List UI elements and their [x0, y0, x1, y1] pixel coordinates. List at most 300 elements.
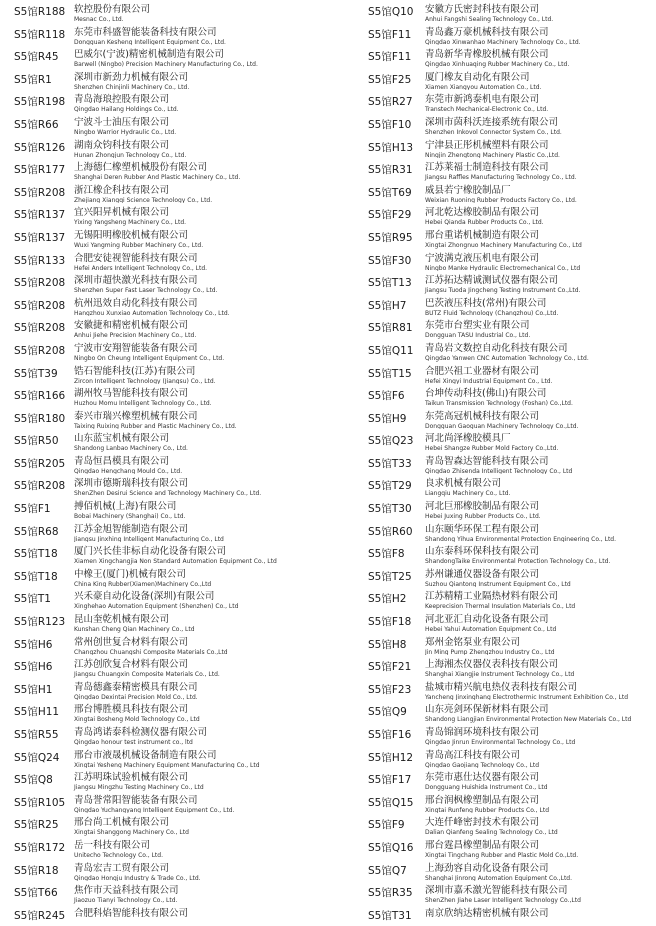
booth-number: S5馆R137: [14, 209, 66, 222]
booth-number: S5馆F30: [368, 254, 412, 267]
booth-number: S5馆R133: [14, 254, 66, 267]
booth-number: S5馆Q16: [368, 841, 414, 854]
booth-number: S5馆H7: [368, 299, 407, 312]
booth-number: S5馆Q23: [368, 435, 414, 448]
booth-number: S5馆H2: [368, 593, 407, 606]
company-name-english: Jiangsu Chuangxin Composite Materials Co., Ltd.: [74, 671, 220, 678]
company-name-chinese: 浙江橡企科技有限公司: [74, 184, 170, 196]
company-name-chinese: 东莞高冠机械科技有限公司: [425, 410, 540, 422]
company-name-chinese: 厦门兴长佳非标自动化设备有限公司: [74, 546, 227, 558]
booth-number: S5馆R66: [14, 118, 59, 131]
company-name-english: Ningbo Warrior Hydraulic Co., Ltd.: [74, 128, 177, 136]
booth-number: S5馆T18: [14, 548, 58, 561]
booth-number: S5馆F8: [368, 548, 405, 561]
booth-number: S5馆R25: [14, 819, 59, 832]
booth-number: S5馆Q11: [368, 344, 414, 357]
company-name-chinese: 河北亚汇自动化设备有限公司: [425, 614, 549, 626]
company-name-chinese: 搏佰机械(上海)有限公司: [74, 501, 177, 513]
company-name-english: Anhui Fangshi Sealing Technology Co., Ltd.: [425, 16, 554, 23]
company-name-chinese: 深圳市新劲力机械有限公司: [74, 71, 189, 83]
company-name-chinese: 河北乾达橡胶制品有限公司: [425, 207, 540, 219]
booth-number: S5馆T18: [14, 570, 58, 583]
exhibitor-entry: [14, 203, 339, 226]
booth-number: S5馆R27: [368, 96, 413, 109]
booth-number: S5馆F9: [368, 819, 405, 832]
exhibitor-entry: [368, 362, 654, 385]
booth-number: S5馆R180: [14, 412, 66, 425]
booth-number: S5馆R35: [368, 887, 413, 900]
booth-number: S5馆H13: [368, 141, 414, 154]
company-name-chinese: 东莞市惠仕达仪器有限公司: [425, 772, 540, 784]
exhibitor-entry: [368, 813, 654, 836]
company-name-chinese: 合肥兴祖工业器材有限公司: [425, 365, 540, 377]
company-name-english: Jiangsu Tuoda Jingcheng Testing Instrument Co.,Ltd.: [425, 287, 581, 294]
company-name-chinese: 江苏创欣复合材料有限公司: [74, 659, 189, 671]
company-name-chinese: 青岛岩文数控自动化科技有限公司: [425, 342, 568, 354]
company-name-english: Changzhou Chuangshi Composite Materials Co.,Ltd: [74, 648, 228, 656]
company-name-english: Xingtai Bosheng Mold Technology Co., Ltd: [74, 716, 200, 723]
booth-number: S5馆F18: [368, 616, 412, 629]
exhibitor-entry: [14, 316, 339, 339]
booth-number: S5馆T30: [368, 503, 412, 516]
exhibitor-entry: [368, 384, 654, 407]
company-name-english: Shenzhen Chinjinli Machinery Co., Ltd.: [74, 83, 190, 91]
booth-number: S5馆Q8: [14, 774, 53, 787]
company-name-chinese: 河北巨邢橡胶制品有限公司: [425, 501, 540, 513]
company-name-chinese: 杭州迅效自动化科技有限公司: [74, 297, 198, 309]
company-name-chinese: 泰兴市瑞兴橡塑机械有限公司: [74, 410, 198, 422]
exhibitor-entry: [368, 859, 654, 882]
company-name-english: Suzhou Qiantong Instrument Equipment Co., Ltd: [425, 580, 571, 588]
booth-number: S5馆T13: [368, 277, 412, 290]
company-name-chinese: 江苏明珠试验机械有限公司: [74, 772, 189, 784]
company-name-english: Shanghai Xiangjie Instrument Technology Co., Ltd: [425, 671, 575, 678]
company-name-english: Hebei Yahui Automation Equipment Co., Ltd: [425, 626, 557, 633]
booth-number: S5馆F25: [368, 73, 412, 86]
company-name-chinese: 深圳市超快激光科技有限公司: [74, 275, 198, 287]
company-name-chinese: 宁波满克液压机电有限公司: [425, 252, 540, 264]
company-name-english: Unitecho Technology Co., Ltd.: [74, 851, 163, 859]
company-name-english: Hebei Shangze Rubber Mold Factory Co.,Ltd.: [425, 445, 559, 452]
exhibitor-entry: [368, 836, 654, 859]
company-name-english: Qingdao Zhisenda Intelligent Technology Co., Ltd: [425, 467, 573, 475]
company-name-chinese: 苏州谦通仪器设备有限公司: [425, 568, 540, 580]
exhibitor-entry: [14, 181, 339, 204]
exhibitor-entry: [14, 859, 339, 882]
company-name-chinese: 邢台润枫橡塑制品有限公司: [425, 794, 540, 806]
company-name-chinese: 上海劲容自动化设备有限公司: [425, 862, 549, 874]
exhibitor-entry: [14, 700, 339, 723]
company-name-english: Xingtai Yesheng Machinery Equipment Manufacturing Co., Ltd: [74, 761, 260, 769]
company-name-chinese: 邢台重诺机械制造有限公司: [425, 229, 540, 241]
exhibitor-entry: [368, 881, 654, 904]
exhibitor-entry: [368, 203, 654, 226]
exhibitor-entry: [368, 655, 654, 678]
exhibitor-entry: [368, 0, 654, 23]
company-name-chinese: 上海湘杰仪器仪表科技有限公司: [425, 659, 559, 671]
company-name-english: Jin Ming Pump Zhengzhou Industry Co., Ltd: [425, 648, 555, 656]
company-name-chinese: 东莞市科盛智能装备科技有限公司: [74, 26, 217, 38]
company-name-english: Hebei Juxing Rubber Products Co., Ltd.: [425, 513, 541, 520]
company-name-english: Dongguan Kesheng Intelligent Equipment Co., Ltd.: [74, 38, 226, 46]
company-name-chinese: 宁波市安翔智能装备有限公司: [74, 342, 198, 354]
exhibitor-entry: [14, 23, 339, 46]
exhibitor-entry: [14, 904, 339, 926]
company-name-chinese: 青岛誉常阳智能装备有限公司: [74, 794, 198, 806]
company-name-chinese: 深圳市茵科沃连接系统有限公司: [425, 116, 559, 128]
exhibitor-entry: [368, 113, 654, 136]
company-name-chinese: 邢台博胜模具科技有限公司: [74, 704, 189, 716]
exhibitor-entry: [14, 407, 339, 430]
company-name-chinese: 台坤传动科技(佛山)有限公司: [425, 388, 547, 400]
exhibitor-entry: [368, 904, 654, 926]
company-name-chinese: 中橡王(厦门)机械有限公司: [74, 568, 186, 580]
company-name-english: Barwell (Ningbo) Precision Machinery Manufacturing Co., Ltd.: [74, 61, 258, 68]
company-name-english: ShenZhen Desirui Science and Technology Machinery Co., Ltd.: [74, 490, 262, 498]
company-name-english: Xingtai Runfeng Rubber Products Co., Ltd: [425, 806, 549, 814]
exhibitor-entry: [14, 791, 339, 814]
company-name-english: Shanghai Jinrong Automation Equipment Co.,Ltd.: [425, 874, 573, 882]
exhibitor-entry: [14, 384, 339, 407]
company-name-chinese: 青岛恒昌模具有限公司: [74, 455, 170, 467]
company-name-english: Yixing Yangsheng Machinery Co., Ltd.: [74, 219, 187, 226]
company-name-chinese: 岳一科技有限公司: [74, 839, 151, 851]
company-name-chinese: 大连仟峰密封技术有限公司: [425, 817, 540, 829]
company-name-english: ShenZhen Jiahe Laser Intelligent Technology Co.,Ltd: [425, 897, 581, 904]
company-name-chinese: 盐城市精兴航电热仪表科技有限公司: [425, 681, 578, 693]
exhibitor-entry: [368, 700, 654, 723]
exhibitor-entry: [368, 791, 654, 814]
booth-number: S5馆H1: [14, 683, 53, 696]
company-name-english: Qingdao Gaojiang Technology Co., Ltd: [425, 761, 540, 769]
company-name-english: Hunan Zhongjun Technology Co., Ltd.: [74, 151, 187, 159]
booth-number: S5馆R55: [14, 729, 59, 741]
company-name-chinese: 青岛海琅控股有限公司: [74, 94, 170, 106]
booth-number: S5馆R126: [14, 141, 66, 154]
company-name-english: China King Rubber(Xiamen)Machinery Co.,Ltd: [74, 580, 212, 588]
exhibitor-entry: [14, 474, 339, 497]
company-name-chinese: 山东颐华环保工程有限公司: [425, 523, 540, 535]
booth-number: S5馆T15: [368, 367, 412, 380]
exhibitor-entry: [14, 836, 339, 859]
booth-number: S5馆F21: [368, 661, 412, 674]
booth-number: S5馆H9: [368, 412, 407, 425]
company-name-english: Liangqiu Machinery Co., Ltd.: [425, 490, 511, 498]
exhibitor-entry: [14, 226, 339, 249]
company-name-chinese: 山东亮剑环保新材料有限公司: [425, 704, 549, 716]
company-name-english: Keeprecision Thermal Insulation Materials Co., Ltd: [425, 603, 576, 611]
booth-number: S5馆R105: [14, 796, 66, 809]
booth-number: S5馆H12: [368, 751, 414, 764]
company-name-english: Xinghehao Automation Equipment (Shenzhen) Co., Ltd: [74, 603, 239, 611]
exhibitor-entry: [368, 542, 654, 565]
exhibitor-entry: [14, 362, 339, 385]
company-name-english: Dalian Qianfeng Sealing Technology Co., Ltd: [425, 829, 558, 836]
exhibitor-entry: [368, 181, 654, 204]
exhibitor-entry: [368, 429, 654, 452]
company-name-chinese: 宁津县正彤机械塑料有限公司: [425, 139, 549, 151]
company-name-english: Shandong Liangjian Environmental Protection New Materials Co., Ltd: [425, 716, 632, 723]
company-name-chinese: 江苏莱福士制造科技有限公司: [425, 162, 549, 174]
company-name-english: Shenzhen Super Fast Laser Technology Co., Ltd.: [74, 287, 218, 294]
exhibitor-entry: [14, 113, 339, 136]
exhibitor-entry: [14, 45, 339, 68]
company-name-english: Taixing Ruixing Rubber and Plastic Machinery Co., Ltd.: [74, 422, 237, 430]
company-name-chinese: 深圳市嘉禾激光智能科技有限公司: [425, 885, 568, 897]
exhibitor-entry: [14, 610, 339, 633]
exhibitor-entry: [368, 746, 654, 769]
exhibitor-entry: [368, 633, 654, 656]
booth-number: S5馆F11: [368, 51, 412, 64]
exhibitor-entry: [368, 23, 654, 46]
company-name-chinese: 常州创世复合材料有限公司: [74, 636, 189, 648]
exhibitor-entry: [14, 452, 339, 475]
company-name-english: Qingdao Jinrun Environmental Technology Co., Ltd: [425, 739, 576, 746]
right-column: [368, 0, 654, 926]
company-name-chinese: 邢台霆昌橡塑制品有限公司: [425, 839, 540, 851]
booth-number: S5馆R177: [14, 164, 66, 177]
company-name-chinese: 东莞市新鸿泰机电有限公司: [425, 94, 540, 106]
company-name-chinese: 邢台尚工机械有限公司: [74, 817, 170, 829]
company-name-chinese: 邢台市液晟机械设备制造有限公司: [74, 749, 217, 761]
exhibitor-entry: [368, 565, 654, 588]
company-name-english: Weixian Ruoning Rubber Products Factory Co., Ltd.: [425, 196, 577, 204]
exhibitor-entry: [14, 678, 339, 701]
booth-number: S5馆Q7: [368, 864, 407, 877]
company-name-english: Qingdao Hongju Industry & Trade Co., Ltd.: [74, 874, 201, 882]
booth-number: S5馆R245: [14, 909, 66, 922]
company-name-chinese: 兴禾豪自动化设备(深圳)有限公司: [74, 591, 215, 603]
exhibitor-entry: [368, 136, 654, 159]
exhibitor-entry: [14, 655, 339, 678]
company-name-english: Hebei Qianda Rubber Products Co., Ltd.: [425, 219, 544, 226]
booth-number: S5馆R123: [14, 616, 66, 629]
company-name-english: Qingdao Hengchang Mould Co., Ltd.: [74, 467, 183, 475]
company-name-chinese: 青岛德鑫泰精密模具有限公司: [74, 681, 198, 693]
booth-number: S5馆F17: [368, 774, 412, 787]
company-name-chinese: 江苏精精工业隔热材料有限公司: [425, 591, 559, 603]
company-name-english: Xingtai Shanggong Machinery Co., Ltd: [74, 829, 189, 836]
booth-number: S5馆R208: [14, 186, 66, 199]
company-name-chinese: 安徽方氏密封科技有限公司: [425, 4, 540, 15]
exhibitor-entry: [14, 497, 339, 520]
exhibitor-entry: [14, 746, 339, 769]
company-name-english: Dongguang Huishida Instrument Co., Ltd: [425, 784, 548, 791]
company-name-chinese: 昆山奎乾机械有限公司: [74, 614, 170, 626]
booth-number: S5馆R50: [14, 435, 59, 448]
company-name-english: Jiaozuo Tianyi Technology Co., Ltd.: [74, 897, 178, 904]
company-name-english: Qingdao Yuchangyang Intelligent Equipment Co., Ltd.: [74, 806, 235, 814]
booth-number: S5馆F23: [368, 683, 412, 696]
booth-number: S5馆R18: [14, 864, 59, 877]
company-name-chinese: 巴威尔(宁波)精密机械制造有限公司: [74, 49, 224, 61]
company-name-chinese: 合肥科焰智能科技有限公司: [74, 907, 189, 919]
company-name-english: Dongguan Gaoguan Machinery Technology Co.,Ltd.: [425, 422, 579, 430]
booth-number: S5馆R172: [14, 841, 66, 854]
booth-number: S5馆H6: [14, 661, 53, 674]
company-name-chinese: 湖州牧马智能科技有限公司: [74, 388, 189, 400]
booth-number: S5馆F16: [368, 729, 412, 741]
booth-number: S5馆T25: [368, 570, 412, 583]
booth-number: S5馆R118: [14, 28, 66, 41]
exhibitor-entry: [14, 768, 339, 791]
company-name-english: Wuxi Yangming Rubber Machinery Co., Ltd.: [74, 241, 204, 249]
exhibitor-entry: [14, 249, 339, 272]
exhibitor-entry: [368, 249, 654, 272]
company-name-chinese: 巴茨液压科技(常州)有限公司: [425, 297, 547, 309]
booth-number: S5馆Q9: [368, 706, 407, 719]
booth-number: S5馆T31: [368, 909, 412, 922]
company-name-chinese: 山东泰科环保科技有限公司: [425, 546, 540, 558]
company-name-english: Qingdao honour test instrument co., ltd: [74, 739, 193, 746]
company-name-english: Qingdao Xinhuaqing Rubber Machinery Co., Ltd.: [425, 61, 570, 68]
company-name-english: Bobai Machinery (Shanghai) Co., Ltd.: [74, 513, 186, 520]
company-name-english: Hangzhou Xunxiao Automation Technology Co., Ltd.: [74, 309, 230, 317]
booth-number: S5馆R137: [14, 231, 66, 244]
exhibitor-entry: [368, 452, 654, 475]
booth-number: S5馆T33: [368, 457, 412, 470]
company-name-chinese: 焦作市天益科技有限公司: [74, 885, 179, 897]
exhibitor-entry: [14, 158, 339, 181]
exhibitor-entry: [368, 316, 654, 339]
booth-number: S5馆F29: [368, 209, 412, 222]
company-name-english: Transtech Mechanical-Electronic Co., Ltd.: [425, 106, 549, 113]
company-name-chinese: 青岛新华青橡胶机械有限公司: [425, 49, 549, 61]
booth-number: S5馆R68: [14, 525, 59, 538]
exhibitor-entry: [14, 565, 339, 588]
company-name-chinese: 合肥安徒视智能科技有限公司: [74, 252, 198, 264]
company-name-english: Huzhou Momu Intelligent Technology Co., Ltd.: [74, 400, 212, 407]
exhibitor-entry: [14, 723, 339, 746]
booth-number: S5馆H6: [14, 638, 53, 651]
company-name-english: Dongguan TASU Industrial Co., Ltd.: [425, 332, 531, 339]
exhibitor-entry: [368, 768, 654, 791]
exhibitor-entry: [368, 520, 654, 543]
left-column: [14, 0, 339, 926]
company-name-english: Anhui Jiehe Precision Machinery Co., Ltd.: [74, 332, 197, 339]
exhibitor-entry: [14, 429, 339, 452]
company-name-english: Hefei Xingyi Industrial Equipment Co., Ltd.: [425, 377, 553, 385]
exhibitor-entry: [368, 407, 654, 430]
exhibitor-entry: [368, 158, 654, 181]
company-name-chinese: 青岛鑫万豪机械科技有限公司: [425, 26, 549, 38]
company-name-english: ShandongTaike Environmental Protection Technology Co., Ltd.: [425, 558, 611, 565]
company-name-english: Shandong Yihua Environmental Protection Engineering Co., Ltd.: [425, 535, 617, 543]
company-name-chinese: 安徽捷和精密机械有限公司: [74, 320, 189, 332]
booth-number: S5馆T39: [14, 367, 58, 380]
exhibitor-entry: [368, 339, 654, 362]
booth-number: S5馆R208: [14, 480, 66, 493]
company-name-english: Kunshan Cheng Qian Machinery Co., Ltd: [74, 626, 195, 633]
booth-number: S5馆Q15: [368, 796, 414, 809]
company-name-english: Jiangsu Jinxhing Intelligent Manufacturing Co., Ltd: [74, 535, 224, 543]
exhibitor-entry: [14, 90, 339, 113]
company-name-chinese: 上海德仁橡塑机械股份有限公司: [74, 162, 208, 174]
exhibitor-entry: [368, 497, 654, 520]
company-name-english: Yancheng Jinxinghang Electrothermic Instrument Exhibition Co., Ltd: [425, 693, 629, 701]
company-name-english: Zircon Intelligent Technology (Jiangsu) Co., Ltd.: [74, 377, 216, 385]
company-name-chinese: 无锡阳明橡胶机械有限公司: [74, 229, 189, 241]
booth-number: S5馆R60: [368, 525, 413, 538]
company-name-chinese: 深圳市德斯瑞科技有限公司: [74, 478, 189, 490]
company-name-english: Xingtai Zhongnuo Machinery Manufacturing Co., Ltd: [425, 241, 582, 249]
booth-number: S5馆F11: [368, 28, 412, 41]
company-name-chinese: 软控股份有限公司: [74, 4, 151, 15]
booth-number: S5馆R208: [14, 344, 66, 357]
booth-number: S5馆Q10: [368, 6, 414, 18]
exhibitor-entry: [14, 339, 339, 362]
company-name-chinese: 宁波斗士油压有限公司: [74, 116, 170, 128]
booth-number: S5馆T69: [368, 186, 412, 199]
exhibitor-entry: [14, 542, 339, 565]
company-name-chinese: 良求机械有限公司: [425, 478, 502, 490]
company-name-english: Ningjin Zhengtong Machinery Plastic Co.,Ltd.: [425, 151, 560, 159]
company-name-chinese: 青岛高江科技有限公司: [425, 749, 521, 761]
company-name-chinese: 青岛宏吉工贸有限公司: [74, 862, 170, 874]
company-name-chinese: 郑州金铭泵业有限公司: [425, 636, 521, 648]
company-name-chinese: 山东蓝宝机械有限公司: [74, 433, 170, 445]
booth-number: S5馆R208: [14, 277, 66, 290]
exhibitor-entry: [368, 610, 654, 633]
booth-number: S5馆R95: [368, 231, 413, 244]
company-name-english: Jiangsu Raffles Manufacturing Technology Co., Ltd.: [425, 174, 577, 181]
booth-number: S5馆H8: [368, 638, 407, 651]
exhibitor-entry: [368, 294, 654, 317]
exhibitor-entry: [14, 587, 339, 610]
company-name-english: BUTZ Fluid Technology (Changzhou) Co.,Ltd.: [425, 309, 559, 317]
booth-number: S5馆R45: [14, 51, 59, 64]
company-name-english: Xiamen Xingchangjia Non Standard Automation Equipment Co., Ltd: [74, 558, 277, 565]
booth-number: S5馆F1: [14, 503, 51, 516]
company-name-chinese: 青岛智森达智能科技有限公司: [425, 455, 549, 467]
company-name-english: Qingdao Xinwanhao Machinery Technology Co., Ltd.: [425, 38, 581, 46]
exhibitor-entry: [368, 68, 654, 91]
company-name-english: Xingtai Tingchang Rubber and Plastic Mold Co.,Ltd.: [425, 851, 579, 859]
booth-number: S5馆Q24: [14, 751, 60, 764]
company-name-chinese: 东莞市台塑实业有限公司: [425, 320, 530, 332]
exhibitor-entry: [368, 45, 654, 68]
company-name-chinese: 厦门橡友自动化有限公司: [425, 71, 530, 83]
company-name-english: Qingdao Yanwen CNC Automation Technology Co., Ltd.: [425, 354, 589, 362]
company-name-chinese: 河北尚泽橡胶模具厂: [425, 433, 511, 445]
company-name-english: Zhejiang Xiangqi Science Technology Co., Ltd.: [74, 196, 213, 204]
booth-number: S5馆T1: [14, 593, 51, 606]
exhibitor-entry: [14, 294, 339, 317]
company-name-chinese: 威县若宁橡胶制品厂: [425, 184, 511, 196]
company-name-chinese: 江苏金旭智能制造有限公司: [74, 523, 189, 535]
booth-number: S5馆R81: [368, 322, 413, 335]
exhibitor-entry: [368, 474, 654, 497]
company-name-english: Jiangsu Mingzhu Testing Machinery Co., Ltd: [74, 784, 204, 791]
company-name-english: Shandong Lanbao Machinery Co., Ltd.: [74, 445, 188, 452]
company-name-english: Mesnac Co., Ltd.: [74, 16, 124, 23]
exhibitor-entry: [14, 271, 339, 294]
exhibitor-entry: [368, 678, 654, 701]
booth-number: S5馆R31: [368, 164, 413, 177]
exhibitor-entry: [368, 226, 654, 249]
booth-number: S5馆R188: [14, 6, 66, 18]
booth-number: S5馆R1: [14, 73, 52, 86]
exhibitor-entry: [14, 633, 339, 656]
booth-number: S5馆T29: [368, 480, 412, 493]
exhibitor-entry: [368, 723, 654, 746]
exhibitor-entry: [14, 813, 339, 836]
company-name-chinese: 锆石智能科技(江苏)有限公司: [74, 365, 196, 377]
company-name-chinese: 青岛鸿诺泰科检测仪器有限公司: [74, 727, 208, 738]
company-name-english: Xiamen Xiangyou Automation Co., Ltd.: [425, 83, 542, 91]
exhibitor-entry: [14, 136, 339, 159]
booth-number: S5馆T66: [14, 887, 58, 900]
